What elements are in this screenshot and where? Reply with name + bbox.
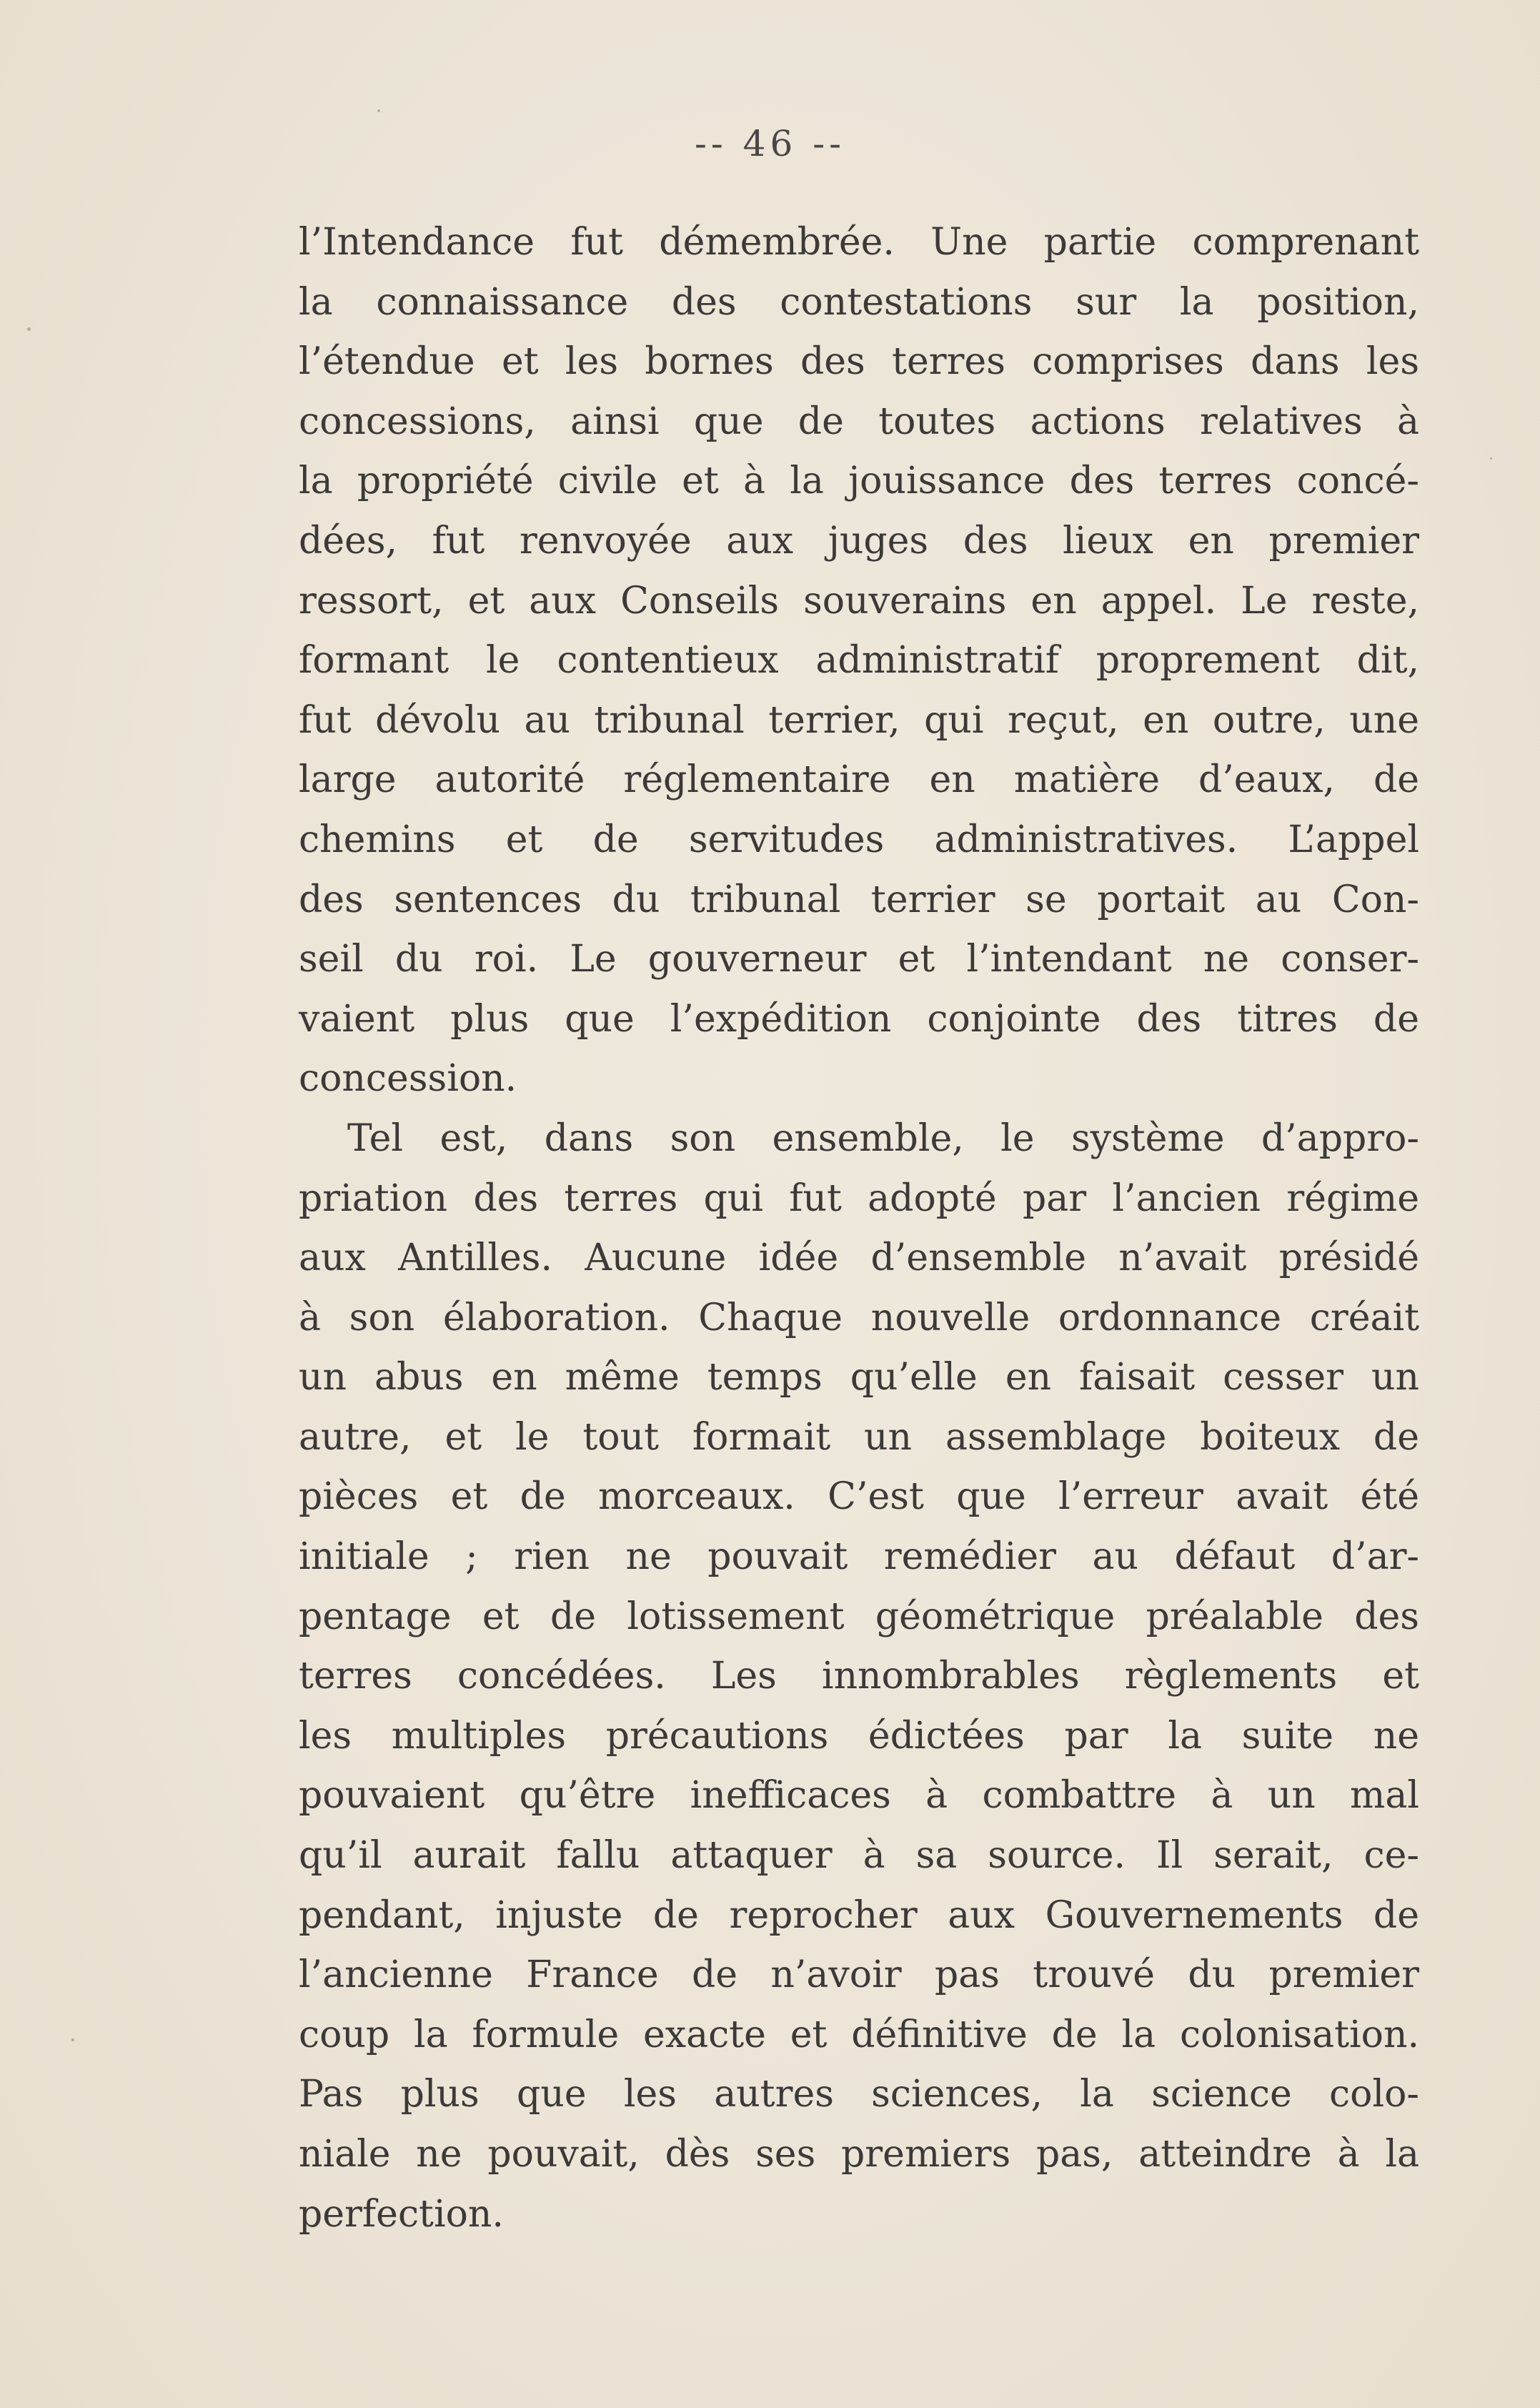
text-line: autre, et le tout formait un assemblage boiteux de [299, 1415, 1419, 1459]
text-line: Pas plus que les autres sciences, la science colo- [299, 2073, 1419, 2116]
text-line: large autorité réglementaire en matière d’eaux, de [299, 758, 1419, 802]
page-number: -- 46 -- [695, 123, 845, 164]
text-line: chemins et de servitudes administratives. L’appel [299, 818, 1419, 861]
text-line: vaient plus que l’expédition conjointe des titres de [299, 997, 1419, 1041]
text-line: terres concédées. Les innombrables règlements et [299, 1655, 1419, 1698]
body-text [299, 213, 1419, 2244]
text-line: coup la formule exacte et définitive de la colonisation. [299, 2013, 1419, 2056]
text-line: formant le contentieux administratif proprement dit, [299, 639, 1419, 683]
paper-speck [1490, 457, 1492, 460]
text-line: qu’il aurait fallu attaquer à sa source. Il serait, ce- [299, 1834, 1419, 1878]
text-line: pentage et de lotissement géométrique préalable des [299, 1595, 1419, 1638]
paper-speck [27, 327, 31, 331]
text-line: concessions, ainsi que de toutes actions relatives à [299, 400, 1419, 443]
text-line: ressort, et aux Conseils souverains en appel. Le reste, [299, 579, 1419, 623]
text-line: dées, fut renvoyée aux juges des lieux en premier [299, 519, 1419, 563]
text-line: pièces et de morceaux. C’est que l’erreur avait été [299, 1475, 1419, 1519]
text-line: niale ne pouvait, dès ses premiers pas, atteindre à la [299, 2133, 1419, 2176]
paper-speck [377, 109, 380, 112]
text-line-paragraph-end: perfection. [299, 2192, 504, 2236]
text-line: un abus en même temps qu’elle en faisait cesser un [299, 1356, 1419, 1399]
text-line-paragraph-start: Tel est, dans son ensemble, le système d’appro- [347, 1116, 1419, 1160]
text-line: initiale ; rien ne pouvait remédier au défaut d’ar- [299, 1535, 1419, 1579]
text-line: pouvaient qu’être inefficaces à combattre à un mal [299, 1774, 1419, 1818]
paper-speck [71, 2038, 74, 2041]
text-line: l’ancienne France de n’avoir pas trouvé du premier [299, 1953, 1419, 1997]
text-line: seil du roi. Le gouverneur et l’intendant ne conser- [299, 938, 1419, 981]
text-line: l’Intendance fut démembrée. Une partie comprenant [299, 221, 1419, 264]
text-line: à son élaboration. Chaque nouvelle ordonnance créait [299, 1296, 1419, 1339]
text-line: l’étendue et les bornes des terres comprises dans les [299, 340, 1419, 384]
text-line: aux Antilles. Aucune idée d’ensemble n’avait présidé [299, 1237, 1419, 1280]
text-line: pendant, injuste de reprocher aux Gouvernements de [299, 1893, 1419, 1937]
text-line: des sentences du tribunal terrier se portait au Con- [299, 878, 1419, 921]
text-line: priation des terres qui fut adopté par l’ancien régime [299, 1176, 1419, 1220]
text-line: les multiples précautions édictées par la suite ne [299, 1714, 1419, 1758]
text-line: la propriété civile et à la jouissance des terres concé- [299, 460, 1419, 503]
text-line-paragraph-end: concession. [299, 1057, 517, 1101]
text-line: fut dévolu au tribunal terrier, qui reçut, en outre, une [299, 698, 1419, 742]
text-line: la connaissance des contestations sur la position, [299, 280, 1419, 324]
